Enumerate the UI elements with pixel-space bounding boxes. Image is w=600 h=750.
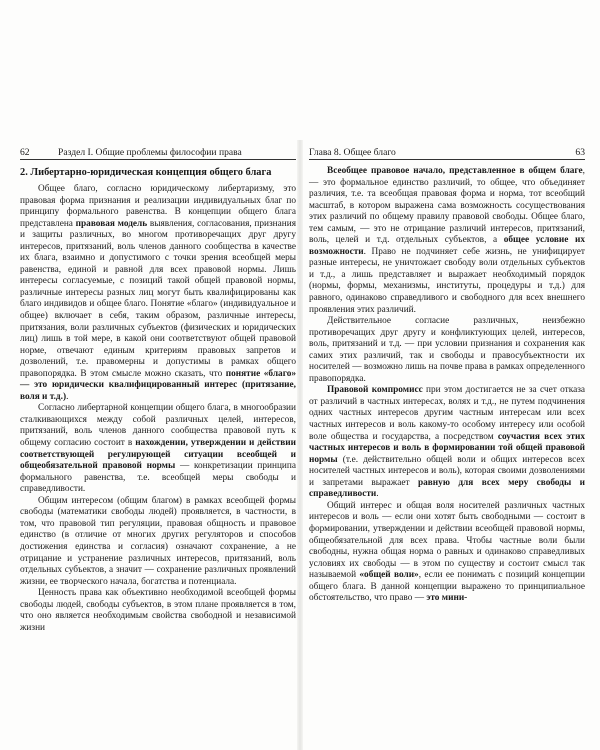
body-text: при этом достигается не за счет отказа от различий в частных интересах, волях и т.д., не путем подчинения одних частных интересов другим частным интересам или всех частных интересов и воль какому-то особому интересу или особой воле общества и государства, а посредством <box>309 385 585 442</box>
emphasis-text: равную для всех меру свободы и справедливости <box>309 477 586 500</box>
right-paragraph <box>309 385 585 500</box>
body-text: . <box>66 391 69 402</box>
left-paragraph <box>20 184 296 403</box>
book-gutter <box>297 140 303 750</box>
right-page-number: 63 <box>575 147 585 158</box>
body-text: выявления, согласования, признания и защиты различных, во многом противоречащих друг другу интересов, притязаний, воль членов данного сообщества в качестве их блага, взаимно и допустимого с точки зрения всеобщей меры равенства, единой и равной для всех правовой нормы. Лишь интересы согласуемые, с позиций такой общей правовой нормы, различные интересы разных лиц могут быть квалифицированы как благо индивидов и общее благо. Понятие «благо» (индивидуальное и общее) включает в себя, таким образом, различные интересы, притязания, воли различных субъектов (физических и юридических лиц) лишь в той мере, в какой они соответствуют общей правовой норме, отвечают единым критериям правовых запретов и дозволений, т.е. правомерны и допустимы в рамках общего правопорядка. В этом смысле можно сказать, что <box>20 218 296 379</box>
section-title: 2. Либертарно-юридическая концепция общего блага <box>20 167 272 178</box>
body-text: Согласно либертарной концепции общего блага, в многообразии сталкивающихся между собой различных целей, интересов, притязаний, воль членов данного сообщества правовой путь к общему согласию состоит в <box>20 403 296 449</box>
left-paragraph <box>20 588 296 634</box>
right-running-head-text: Глава 8. Общее благо <box>309 147 396 158</box>
left-paragraph <box>20 496 296 588</box>
body-text: , — это формальное единство различий, то общее, что объединяет различия, т.е. та всеобщая правовая форма и норма, тот всеобщий масштаб, в котором выражена сама возможность сосуществования этих различий по общему правилу правовой свободы. Общее благо, тем самым, — это не отрицание различий интересов, притязаний, воль, целей и т.д. отдельных субъектов, а <box>309 166 585 246</box>
emphasis-text: Правовой компромисс <box>327 385 423 396</box>
right-running-head <box>309 146 585 160</box>
body-text: (т.е. действительно общей воли и общих интересов всех носителей частных интересов и воль), которая своими дозволениями и запретами выражает <box>309 454 585 488</box>
body-text: Общее благо, согласно юридическому либертаризму, это правовая форма признания и реализации индивидуальных благ по принципу формального равенства. В концепции общего блага представлена <box>20 184 296 229</box>
left-page <box>20 146 296 746</box>
left-paragraph <box>20 403 296 495</box>
right-paragraph <box>309 166 585 316</box>
right-page <box>309 146 585 746</box>
right-paragraph <box>309 316 585 385</box>
emphasis-text: «общей воли» <box>359 570 419 581</box>
body-text: Действительное согласие различных, неизбежно противоречащих друг другу и конфликтующих целей, интересов, воль, притязаний и т.д. — при условии признания и сохранения как самих этих различий, так и свободы и правосубъектности их носителей — возможно лишь на почве права в рамках определенного правопорядка. <box>309 316 585 384</box>
body-text: , если ее понимать с позиций концепции общего блага. В данной концепции выражено то принципиальное обстоятельство, что право — <box>309 570 585 604</box>
body-text: . <box>376 489 379 500</box>
left-page-number: 62 <box>20 147 30 158</box>
right-paragraph <box>309 501 585 605</box>
right-body-text <box>309 166 585 605</box>
emphasis-text: Всеобщее правовое начало, представленное в общем благе <box>327 166 583 176</box>
emphasis-text: соучастия всех этих частных интересов и воль в формировании той общей правовой нормы <box>309 431 585 465</box>
emphasis-text: правовая модель <box>75 218 148 229</box>
left-body-text <box>20 184 296 634</box>
emphasis-text: общее условие их возможности <box>309 235 585 257</box>
body-text: Общим интересом (общим благом) в рамках всеобщей формы свободы (математики свободы людей) проявляется, в частности, в том, что правовой тип регуляции, правовая общность и правовое единство (в отличие от многих других регуляторов и способов достижения единства и согласия) означают сохранение, а не отрицание и устранение различных интересов, притязаний, воль отдельных субъектов, а значит — сохранение различных проявлений жизни, ее творческого начала, богатства и потенциала. <box>20 495 296 587</box>
emphasis-text: нахождении, утверждении и действии соответствующей регулирующей ситуации всеобщей и общеобязательной правовой нормы <box>20 438 296 472</box>
left-running-head-text: Раздел I. Общие проблемы философии права <box>58 147 242 158</box>
emphasis-text: понятие «благо» — это юридически квалифицированный интерес (притязание, воля и т.д.) <box>20 368 296 402</box>
left-running-head <box>20 146 296 160</box>
emphasis-text: это мини- <box>426 593 468 604</box>
body-text: Ценность права как объективно необходимой всеобщей формы свободы людей, свободы субъектов, в этом плане проявляется в том, что оно является необходимым свойства свободной и независимой жизни <box>20 588 296 633</box>
body-text: . Право не подчиняет себе жизнь, не унифицирует разные интересы, не уничтожает свободу воли отдельных субъектов и т.д., а лишь представляет и выражает необходимый порядок (нормы, формы, механизмы, институты, процедуры и т.д.) для равного, одинаково справедливого и свободного для всех внешнего проявления этих различий. <box>309 246 585 315</box>
body-text: — конкретизации принципа формального равенства, т.е. всеобщей меры свободы и справедливости. <box>20 461 297 495</box>
body-text: Общий интерес и общая воля носителей различных частных интересов и воль — если они хотят быть свободными — состоит в формировании, утверждении и действии всеобщей правовой нормы, общеобязательной для всех права. Чтобы частные воли были свободны, нужна общая норма о равных и одинаково справедливых условиях их свободы — в этом по существу и состоит смысл так называемой <box>309 500 585 581</box>
